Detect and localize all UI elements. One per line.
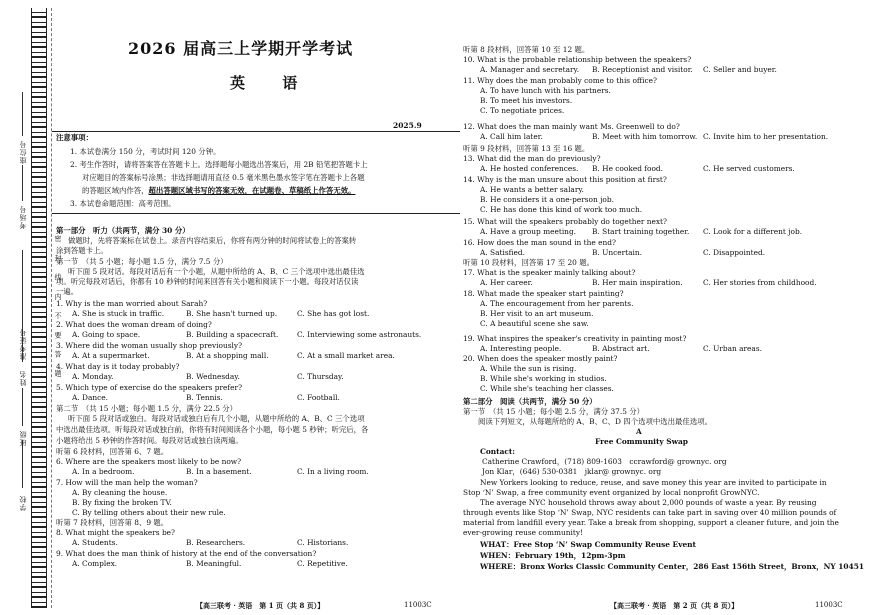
material-10: 听第 10 段材料，回答第 17 至 20 题。 bbox=[463, 258, 594, 267]
para-2d: ever-growing reuse community! bbox=[463, 528, 583, 537]
material-7: 听第 7 段材料，回答第 8、9 题。 bbox=[56, 518, 169, 527]
question-4: 4. What day is it today probably? bbox=[56, 362, 180, 371]
option-a: A. Have a group meeting. bbox=[480, 227, 577, 236]
option-b: B. To meet his investors. bbox=[480, 96, 573, 105]
passage-title: Free Community Swap bbox=[595, 437, 688, 446]
option-a: A. Complex. bbox=[72, 559, 118, 568]
option-a: A. Students. bbox=[72, 538, 118, 547]
option-c: C. He has done this kind of work too much. bbox=[480, 205, 643, 214]
para-2b: through events like Stop ‘N’ Swap, NYC residents can take part in saving over 40 million pounds of bbox=[463, 508, 837, 517]
option-c: C. Seller and buyer. bbox=[703, 65, 777, 74]
event-where: WHERE：Bronx Works Classic Community Center，286 East 156th Street，Bronx，NY 10451 bbox=[480, 562, 864, 571]
option-b: B. While she's working in studios. bbox=[480, 374, 607, 383]
question-11: 11. Why does the man probably come to this office? bbox=[463, 76, 657, 85]
exam-no-label: 考场号 bbox=[19, 205, 27, 229]
option-c: C. Her stories from childhood. bbox=[703, 278, 817, 287]
part1-sec2-d1: 听下面 5 段对话或独白。每段对话或独白后有几个小题，从题中所给的 A、B、C 三个选项 bbox=[68, 414, 365, 423]
decorative-border bbox=[31, 8, 47, 608]
para-2c: material from landfill every year. Take a break from shopping, support a cleaner future, and join the bbox=[463, 518, 839, 527]
question-7: 7. How will the man help the woman? bbox=[56, 478, 198, 487]
option-a: A. Going to space. bbox=[72, 330, 141, 339]
part1-sec1-d1: 听下面 5 段对话。每段对话后有一个小题，从题中所给的 A、B、C 三个选项中选出最佳选 bbox=[68, 267, 365, 276]
part1-sec1-d2: 项。听完每段对话后，你都有 10 秒钟的时间来回答有关小题和阅读下一小题。每段对话仅读 bbox=[56, 277, 359, 286]
exam-date: 2025.9 bbox=[393, 121, 422, 130]
para-1b: Stop ‘N’ Swap, a free community event organized by local nonprofit GrowNYC. bbox=[463, 488, 760, 497]
binding-margin bbox=[0, 0, 62, 615]
seal-text: 密 封 线 内 不 要 答 题 bbox=[54, 235, 62, 382]
option-b: B. Her visit to an art museum. bbox=[480, 309, 594, 318]
contact-2: Jon Klar，(646) 530-0381 jklar@ grownyc. org bbox=[482, 467, 662, 476]
option-c: C. By telling others about their new rule. bbox=[72, 508, 226, 517]
option-b: B. Tennis. bbox=[186, 393, 223, 402]
option-a: A. In a bedroom. bbox=[72, 467, 135, 476]
footer-left: 【高三联考 · 英语 第 1 页（共 8 页）】 bbox=[196, 601, 325, 610]
option-c: C. Repetitive. bbox=[297, 559, 348, 568]
school-label: 学校 bbox=[19, 495, 27, 511]
option-b: B. Building a spacecraft. bbox=[186, 330, 279, 339]
option-b: B. Meet with him tomorrow. bbox=[592, 132, 698, 141]
material-6: 听第 6 段材料，回答第 6、7 题。 bbox=[56, 447, 169, 456]
option-c: C. He served customers. bbox=[703, 164, 795, 173]
option-c: C. Historians. bbox=[297, 538, 349, 547]
part2-sec1: 第一节 （共 15 小题；每小题 2.5 分，满分 37.5 分） bbox=[463, 407, 645, 416]
option-b: B. Abstract art. bbox=[592, 344, 650, 353]
option-c: C. She has got lost. bbox=[297, 309, 370, 318]
option-a: A. To have lunch with his partners. bbox=[480, 86, 611, 95]
part2-sec1-d: 阅读下列短文，从每题所给的 A、B、C、D 四个选项中选出最佳选项。 bbox=[478, 417, 712, 426]
option-a: A. Dance. bbox=[72, 393, 108, 402]
option-b: B. Researchers. bbox=[186, 538, 246, 547]
question-13: 13. What did the man do previously? bbox=[463, 154, 601, 163]
option-a: A. At a supermarket. bbox=[72, 351, 150, 360]
part1-sec2-d3: 小题将给出 5 秒钟的作答时间。每段对话或独白读两遍。 bbox=[56, 436, 243, 445]
option-c: C. In a living room. bbox=[297, 467, 369, 476]
question-15: 15. What will the speakers probably do together next? bbox=[463, 217, 667, 226]
question-8: 8. What might the speakers be? bbox=[56, 528, 176, 537]
question-1: 1. Why is the man worried about Sarah? bbox=[56, 299, 208, 308]
option-c: C. To negotiate prices. bbox=[480, 106, 565, 115]
question-17: 17. What is the speaker mainly talking about? bbox=[463, 268, 636, 277]
option-c: C. At a small market area. bbox=[297, 351, 395, 360]
question-6: 6. Where are the speakers most likely to be now? bbox=[56, 457, 242, 466]
seat-no-label: 座位号 bbox=[19, 140, 27, 164]
footer-right: 【高三联考 · 英语 第 2 页（共 8 页）】 bbox=[610, 601, 739, 610]
ticket-line bbox=[22, 250, 23, 320]
part1-intro-2: 涂到答题卡上。 bbox=[56, 246, 108, 255]
name-label: 姓名 bbox=[19, 370, 27, 386]
option-c: C. Look for a different job. bbox=[703, 227, 803, 236]
question-14: 14. Why is the man unsure about this position at first? bbox=[463, 175, 667, 184]
option-a: A. He wants a better salary. bbox=[480, 185, 584, 194]
footer-right-code: 11003C bbox=[815, 601, 843, 609]
option-b: B. She hasn't turned up. bbox=[186, 309, 278, 318]
option-c: C. Football. bbox=[297, 393, 340, 402]
option-a: A. Satisfied. bbox=[480, 248, 526, 257]
option-b: B. By fixing the broken TV. bbox=[72, 498, 172, 507]
option-c: C. While she's teaching her classes. bbox=[480, 384, 614, 393]
header-rule bbox=[52, 131, 460, 132]
material-9: 听第 9 段材料，回答第 13 至 16 题。 bbox=[463, 144, 590, 153]
question-20: 20. When does the speaker mostly paint? bbox=[463, 354, 618, 363]
para-2a: The average NYC household throws away about 2,000 pounds of waste a year. By reusing bbox=[480, 498, 817, 507]
contact-heading: Contact: bbox=[480, 447, 516, 456]
question-3: 3. Where did the woman usually shop previously? bbox=[56, 341, 243, 350]
material-8: 听第 8 段材料，回答第 10 至 12 题。 bbox=[463, 45, 590, 54]
option-b: B. Her main inspiration. bbox=[592, 278, 683, 287]
part1-sec2: 第二节 （共 15 小题；每小题 1.5 分，满分 22.5 分） bbox=[56, 404, 238, 413]
option-a: A. He hosted conferences. bbox=[480, 164, 579, 173]
contact-1: Catherine Crawford，(718) 809-1603 ccrawford@ grownyc. org bbox=[482, 457, 727, 466]
option-a: A. Her career. bbox=[480, 278, 533, 287]
option-b: B. He cooked food. bbox=[592, 164, 663, 173]
option-a: A. Monday. bbox=[72, 372, 114, 381]
part1-sec2-d2: 中选出最佳选项。听每段对话或独白前，你将有时间阅读各个小题，每小题 5 秒钟；听完后，各 bbox=[56, 425, 369, 434]
option-c: C. Thursday. bbox=[297, 372, 344, 381]
option-a: A. By cleaning the house. bbox=[72, 488, 168, 497]
question-9: 9. What does the man think of history at the end of the conversation? bbox=[56, 549, 317, 558]
para-1a: New Yorkers looking to reduce, reuse, and save money this year are invited to participate in bbox=[480, 478, 827, 487]
event-what: WHAT：Free Stop ‘N’ Swap Community Reuse Event bbox=[480, 540, 696, 549]
question-18: 18. What made the speaker start painting? bbox=[463, 289, 624, 298]
ticket-label: 准考证号 bbox=[19, 328, 27, 360]
option-c: C. Disappointed. bbox=[703, 248, 766, 257]
passage-letter: A bbox=[636, 427, 642, 436]
part1-intro-1: 做题时，先将答案标在试卷上。录音内容结束后，你将有两分钟的时间将试卷上的答案转 bbox=[68, 236, 357, 245]
option-a: A. While the sun is rising. bbox=[480, 364, 577, 373]
note-2a: 2. 考生作答时，请将答案答在答题卡上。选择题每小题选出答案后，用 2B 铅笔把答题卡上 bbox=[70, 160, 368, 169]
option-a: A. Call him later. bbox=[480, 132, 543, 141]
class-label: 班级 bbox=[19, 430, 27, 446]
question-16: 16. How does the man sound in the end? bbox=[463, 238, 616, 247]
option-b: B. At a shopping mall. bbox=[186, 351, 269, 360]
question-10: 10. What is the probable relationship between the speakers? bbox=[463, 55, 692, 64]
question-12: 12. What does the man mainly want Ms. Greenwell to do? bbox=[463, 122, 680, 131]
question-5: 5. Which type of exercise do the speakers prefer? bbox=[56, 383, 243, 392]
exam-title: 2026 届高三上学期开学考试 bbox=[128, 39, 354, 58]
part1-sec1: 第一节 （共 5 小题；每小题 1.5 分，满分 7.5 分） bbox=[56, 257, 228, 266]
option-b: B. Uncertain. bbox=[592, 248, 643, 257]
note-2b: 对应题目的答案标号涂黑；非选择题请用直径 0.5 毫米黑色墨水签字笔在答题卡上各题 bbox=[82, 173, 365, 182]
notes-heading: 注意事项： bbox=[56, 133, 93, 142]
note-2c: 的答题区域内作答，超出答题区域书写的答案无效，在试题卷、草稿纸上作答无效。 bbox=[82, 186, 356, 195]
exam-no-line bbox=[22, 165, 23, 201]
option-a: A. Manager and secretary. bbox=[480, 65, 580, 74]
option-b: B. Start training together. bbox=[592, 227, 690, 236]
part1-sec1-d3: 一遍。 bbox=[56, 287, 79, 296]
class-line bbox=[22, 388, 23, 426]
option-b: B. In a basement. bbox=[186, 467, 252, 476]
question-2: 2. What does the woman dream of doing? bbox=[56, 320, 212, 329]
subject-title: 英 语 bbox=[230, 74, 314, 92]
seat-no-line bbox=[22, 92, 23, 136]
option-a: A. Interesting people. bbox=[480, 344, 562, 353]
question-19: 19. What inspires the speaker's creativity in painting most? bbox=[463, 334, 687, 343]
event-when: WHEN：February 19th，12pm-3pm bbox=[480, 551, 626, 560]
note-1: 1. 本试卷满分 150 分，考试时间 120 分钟。 bbox=[70, 147, 221, 156]
part2-heading: 第二部分 阅读（共两节，满分 50 分） bbox=[463, 397, 597, 406]
note-3: 3. 本试卷命题范围：高考范围。 bbox=[70, 199, 176, 208]
option-b: B. Receptionist and visitor. bbox=[592, 65, 693, 74]
notes-rule bbox=[52, 213, 460, 214]
school-line bbox=[22, 440, 23, 488]
part1-heading: 第一部分 听力（共两节，满分 30 分） bbox=[56, 226, 190, 235]
option-a: A. She is stuck in traffic. bbox=[72, 309, 165, 318]
option-b: B. Meaningful. bbox=[186, 559, 242, 568]
option-b: B. He considers it a one-person job. bbox=[480, 195, 614, 204]
footer-left-code: 11003C bbox=[404, 601, 432, 609]
option-a: A. The encouragement from her parents. bbox=[480, 299, 634, 308]
option-c: C. Interviewing some astronauts. bbox=[297, 330, 422, 339]
option-c: C. A beautiful scene she saw. bbox=[480, 319, 589, 328]
option-b: B. Wednesday. bbox=[186, 372, 240, 381]
option-c: C. Invite him to her presentation. bbox=[703, 132, 829, 141]
option-c: C. Urban areas. bbox=[703, 344, 762, 353]
